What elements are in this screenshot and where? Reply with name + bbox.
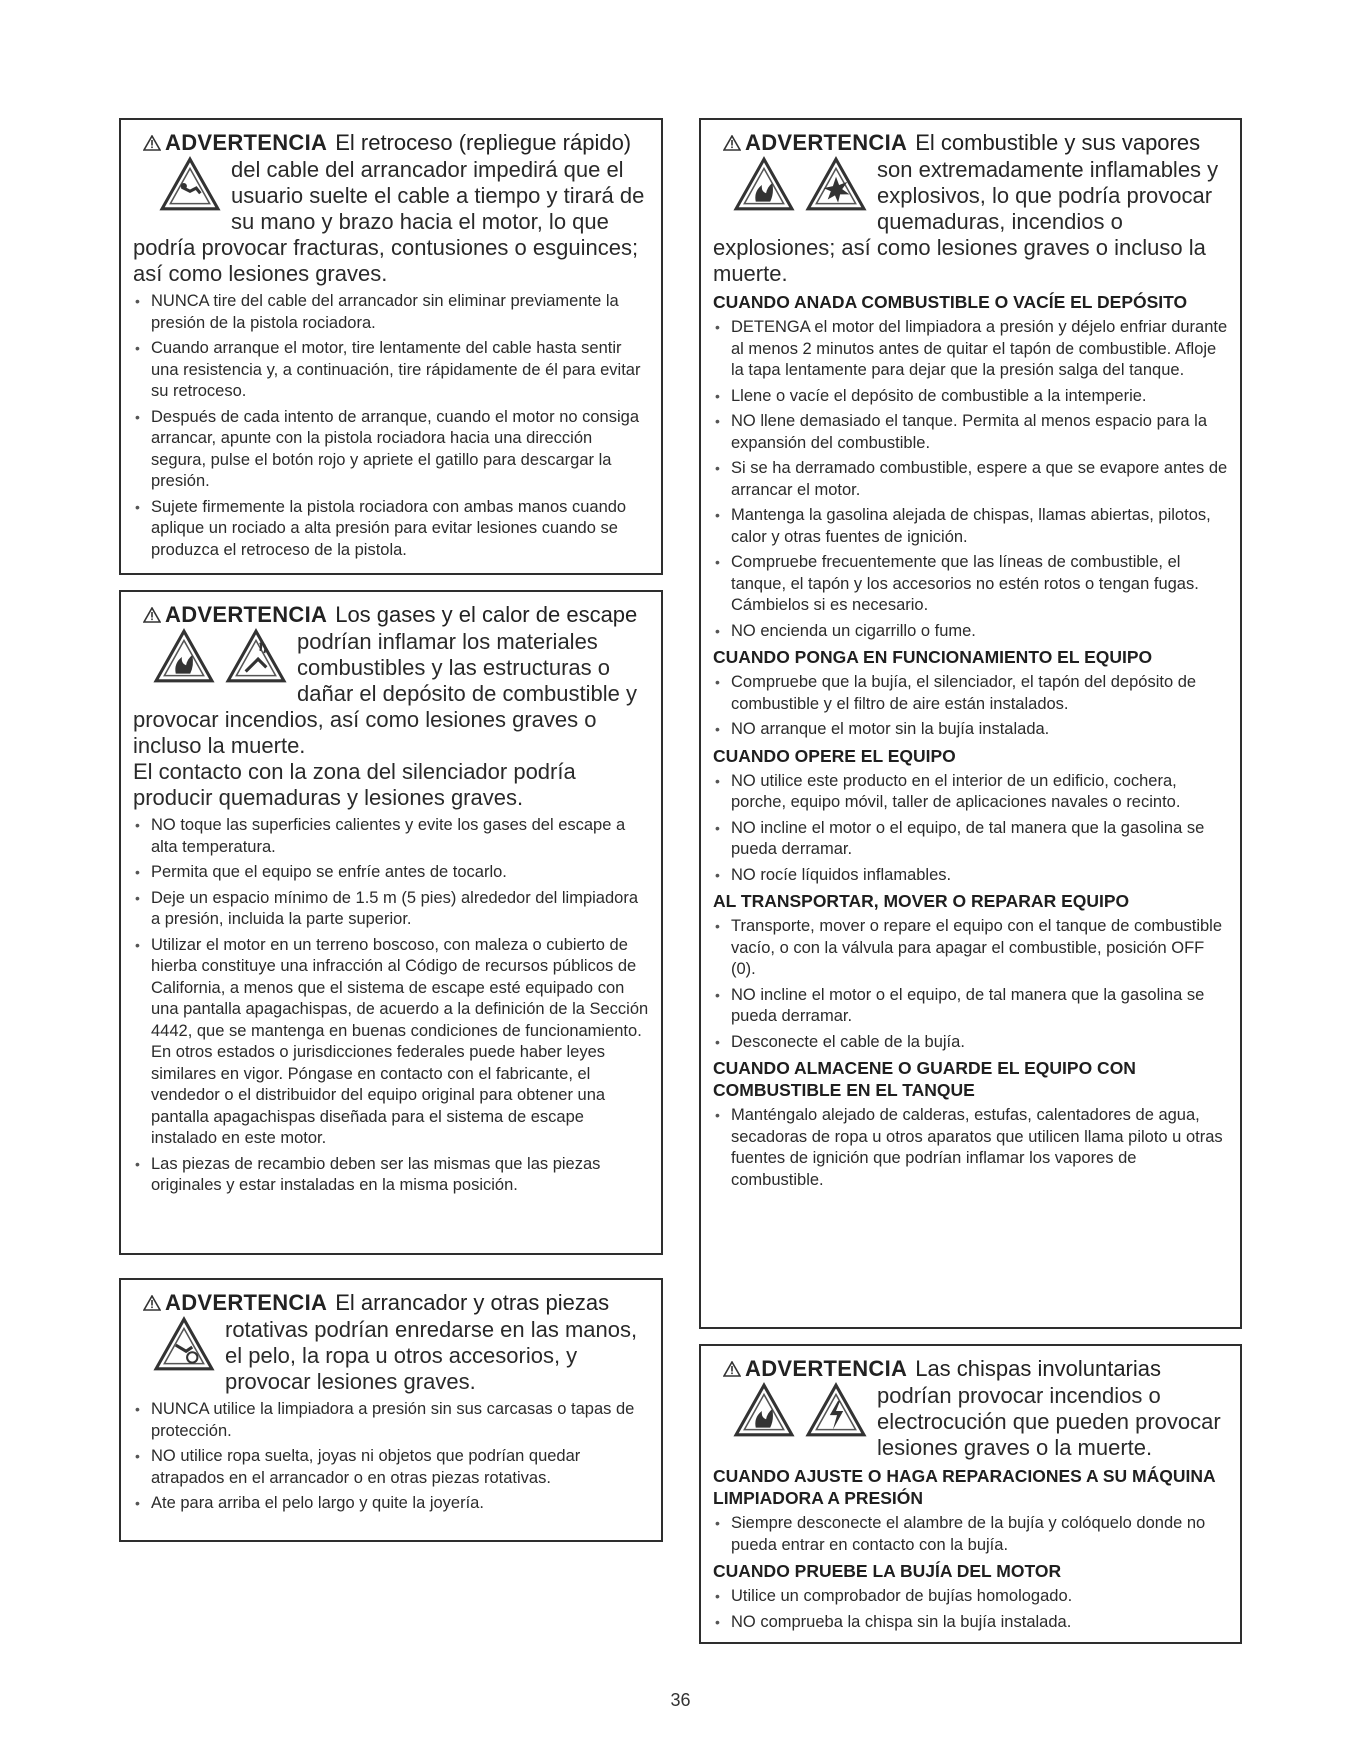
bullet-list: [713, 1586, 1228, 1633]
warning-header: [723, 128, 1228, 157]
warning-label: ADVERTENCIA: [165, 1290, 328, 1315]
warning-box-exhaust: [119, 590, 663, 1255]
bullet-list: [133, 291, 649, 561]
bullet-item: • NO incline el motor o el equipo, de tal manera que la gasolina se pueda derramar.: [713, 985, 1228, 1028]
warning-triangle-icon: [143, 1295, 161, 1311]
warning-lead-text: rotativas podrían enredarse en las manos, el pelo, la ropa u otros accesorios, y provocar lesiones graves.: [225, 1317, 638, 1394]
warning-label: ADVERTENCIA: [745, 1356, 908, 1381]
warning-sections: [713, 291, 1228, 1191]
electrocution-icon: [805, 1381, 867, 1439]
bullet-item: • NO utilice este producto en el interior de un edificio, cochera, porche, equipo móvil, taller de aplicaciones navales o recinto.: [713, 771, 1228, 814]
bullet-item: • Ate para arriba el pelo largo y quite la joyería.: [133, 1493, 649, 1515]
bullet-list: [713, 771, 1228, 887]
section-heading: CUANDO ANADA COMBUSTIBLE O VACÍE EL DEPÓSITO: [713, 292, 1188, 312]
warning-box-recoil: [119, 118, 663, 575]
bullet-item: • NO encienda un cigarrillo o fume.: [713, 621, 1228, 643]
fire-icon: [153, 627, 215, 685]
warning-triangle-icon: [723, 1361, 741, 1377]
warning-lead-tail: provocar incendios, así como lesiones graves o incluso la muerte.: [133, 707, 597, 758]
warning-lead-first: Los gases y el calor de escape: [335, 602, 638, 627]
bullet-list: [713, 317, 1228, 642]
warning-triangle-icon: [723, 135, 741, 151]
warning-header: [143, 1288, 649, 1317]
warning-label: ADVERTENCIA: [165, 602, 328, 627]
bullet-item: • Utilizar el motor en un terreno boscoso, con maleza o cubierto de hierba constituye una infracción al Código de recursos públicos de California, a menos que el sistema de escape esté equipado con una pantalla apagachispas, de acuerdo a la definición de la Sección 4442, que se mantenga en buenas condiciones de funcionamiento. En otros estados o jurisdicciones federales puede haber leyes similares en vigor. Póngase en contacto con el fabricante, el vendedor o el distribuidor del equipo original para obtener una pantalla apagachispas diseñada para el sistema de escape instalado en este motor.: [133, 935, 649, 1150]
bullet-item: • Compruebe frecuentemente que las líneas de combustible, el tanque, el tapón y los accesorios no estén rotos o tengan fugas. Cámbielos si es necesario.: [713, 552, 1228, 617]
warning-lead-text: son extremadamente inflamables y explosivos, lo que podría provocar quemaduras, incendios o: [877, 157, 1219, 234]
warning-box-spark: [699, 1344, 1242, 1644]
bullet-item: • NO toque las superficies calientes y evite los gases del escape a alta temperatura.: [133, 815, 649, 858]
page-number: 36: [670, 1690, 691, 1710]
bullet-item: • Después de cada intento de arranque, cuando el motor no consiga arrancar, apunte con la pistola rociadora hacia una dirección segura, pulse el botón rojo y apriete el gatillo para descargar la presión.: [133, 407, 649, 493]
bullet-list: [133, 1399, 649, 1515]
bullet-item: • Siempre desconecte el alambre de la bujía y colóquelo donde no pueda entrar en contacto con la bujía.: [713, 1513, 1228, 1556]
bullet-item: • NO comprueba la chispa sin la bujía instalada.: [713, 1612, 1228, 1634]
warning-header: [143, 128, 649, 157]
bullet-item: • Sujete firmemente la pistola rociadora con ambas manos cuando aplique un rociado a alta presión para evitar lesiones cuando se produzca el retroceso de la pistola.: [133, 497, 649, 562]
warning-lead-tail-2: El contacto con la zona del silenciador podría producir quemaduras y lesiones graves.: [133, 759, 576, 810]
warning-triangle-icon: [143, 607, 161, 623]
bullet-item: • NUNCA utilice la limpiadora a presión sin sus carcasas o tapas de protección.: [133, 1399, 649, 1442]
warning-box-fuel: [699, 118, 1242, 1329]
kickback-hand-icon: [159, 155, 221, 213]
bullet-item: • NO arranque el motor sin la bujía instalada.: [713, 719, 1228, 741]
bullet-list: [713, 672, 1228, 741]
bullet-item: • Transporte, mover o repare el equipo con el tanque de combustible vacío, o con la válvula para apagar el combustible, posición OFF (0).: [713, 916, 1228, 981]
bullet-item: • NO incline el motor o el equipo, de tal manera que la gasolina se pueda derramar.: [713, 818, 1228, 861]
fire-icon: [733, 155, 795, 213]
section-heading: CUANDO ALMACENE O GUARDE EL EQUIPO CON COMBUSTIBLE EN EL TANQUE: [713, 1058, 1136, 1100]
warning-lead-first: El combustible y sus vapores: [915, 130, 1201, 155]
entanglement-icon: [153, 1315, 215, 1373]
warning-header: [143, 600, 649, 629]
section-heading: CUANDO OPERE EL EQUIPO: [713, 745, 956, 766]
bullet-item: • Las piezas de recambio deben ser las mismas que las piezas originales y estar instaladas en la misma posición.: [133, 1154, 649, 1197]
bullet-item: • NO llene demasiado el tanque. Permita al menos espacio para la expansión del combustible.: [713, 411, 1228, 454]
bullet-item: • Permita que el equipo se enfríe antes de tocarlo.: [133, 862, 649, 884]
section-heading: CUANDO PRUEBE LA BUJÍA DEL MOTOR: [713, 1561, 1062, 1581]
warning-header: [723, 1354, 1228, 1383]
bullet-item: • Si se ha derramado combustible, espere a que se evapore antes de arrancar el motor.: [713, 458, 1228, 501]
warning-sections: [713, 1465, 1228, 1633]
warning-lead-first: Las chispas involuntarias: [915, 1356, 1162, 1381]
warning-lead-text: del cable del arrancador impedirá que el usuario suelte el cable a tiempo y tirará de su mano y brazo hacia el motor, lo que: [231, 157, 645, 234]
bullet-item: • Llene o vacíe el depósito de combustible a la intemperie.: [713, 386, 1228, 408]
warning-lead-text: podrían inflamar los materiales combustibles y las estructuras o dañar el depósito de combustible y: [297, 629, 637, 706]
warning-lead-first: El arrancador y otras piezas: [335, 1290, 610, 1315]
section-heading: AL TRANSPORTAR, MOVER O REPARAR EQUIPO: [713, 891, 1130, 911]
section-heading: CUANDO AJUSTE O HAGA REPARACIONES A SU MÁQUINA LIMPIADORA A PRESIÓN: [713, 1466, 1216, 1508]
bullet-item: • Cuando arranque el motor, tire lentamente del cable hasta sentir una resistencia y, a continuación, tire rápidamente de él para evitar su retroceso.: [133, 338, 649, 403]
fire-icon: [733, 1381, 795, 1439]
warning-label: ADVERTENCIA: [745, 130, 908, 155]
warning-lead-tail: podría provocar fracturas, contusiones o esguinces; así como lesiones graves.: [133, 235, 639, 286]
warning-lead-first: El retroceso (repliegue rápido): [335, 130, 632, 155]
warning-box-rotating-parts: [119, 1278, 663, 1542]
bullet-item: • Desconecte el cable de la bujía.: [713, 1032, 1228, 1054]
section-heading: CUANDO PONGA EN FUNCIONAMIENTO EL EQUIPO: [713, 647, 1153, 667]
warning-triangle-icon: [143, 135, 161, 151]
bullet-item: • Utilice un comprobador de bujías homologado.: [713, 1586, 1228, 1608]
warning-lead-text: podrían provocar incendios o electrocución que pueden provocar lesiones graves o la muerte.: [877, 1383, 1221, 1460]
bullet-list: [713, 1513, 1228, 1556]
bullet-item: • Deje un espacio mínimo de 1.5 m (5 pies) alrededor del limpiadora a presión, incluida la parte superior.: [133, 888, 649, 931]
bullet-item: • NO utilice ropa suelta, joyas ni objetos que podrían quedar atrapados en el arrancador o en otras piezas rotativas.: [133, 1446, 649, 1489]
hot-surface-icon: [225, 627, 287, 685]
warning-lead-tail: explosiones; así como lesiones graves o incluso la muerte.: [713, 235, 1206, 286]
bullet-list: [133, 815, 649, 1197]
bullet-item: • NO rocíe líquidos inflamables.: [713, 865, 1228, 887]
warning-label: ADVERTENCIA: [165, 130, 328, 155]
bullet-item: • DETENGA el motor del limpiadora a presión y déjelo enfriar durante al menos 2 minutos antes de quitar el tapón de combustible. Afloje la tapa lentamente para dejar que la presión salga del tanque.: [713, 317, 1228, 382]
explosion-icon: [805, 155, 867, 213]
bullet-list: [713, 1105, 1228, 1191]
bullet-item: • Mantenga la gasolina alejada de chispas, llamas abiertas, pilotos, calor y otras fuentes de ignición.: [713, 505, 1228, 548]
bullet-item: • NUNCA tire del cable del arrancador sin eliminar previamente la presión de la pistola rociadora.: [133, 291, 649, 334]
bullet-list: [713, 916, 1228, 1053]
bullet-item: • Compruebe que la bujía, el silenciador, el tapón del depósito de combustible y el filtro de aire están instalados.: [713, 672, 1228, 715]
bullet-item: • Manténgalo alejado de calderas, estufas, calentadores de agua, secadoras de ropa u otros aparatos que utilicen llama piloto u otras fuentes de ignición que podrían inflamar los vapores de combustible.: [713, 1105, 1228, 1191]
